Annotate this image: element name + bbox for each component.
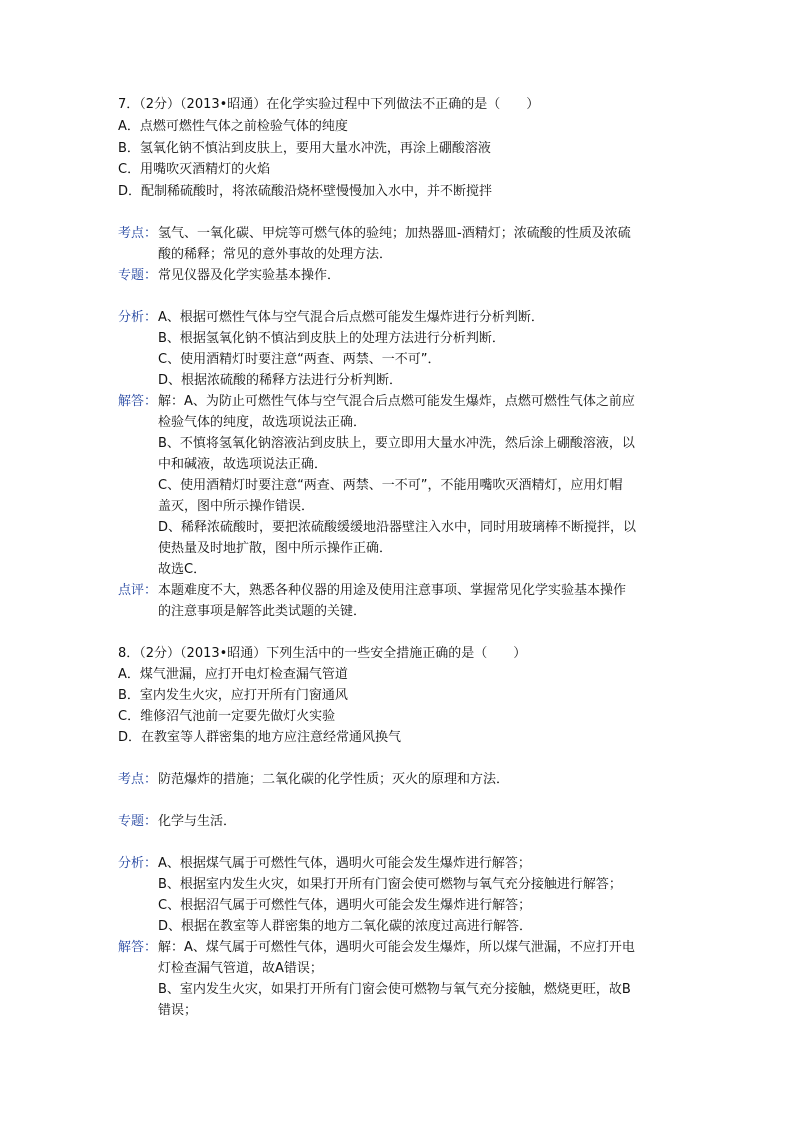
q7-kaodian-line: 氢气、一氧化碳、甲烷等可燃气体的验纯；加热器皿-酒精灯；浓硫酸的性质及浓硫 [158, 226, 631, 241]
q7-jieda-line: 故选C． [158, 562, 207, 577]
q7-jieda-line: D、稀释浓硫酸时，要把浓硫酸缓缓地沿器壁注入水中，同时用玻璃棒不断搅拌，以 [158, 520, 637, 535]
q7-jieda-line: 中和碱液，故选项说法正确． [158, 457, 328, 472]
q8-fenxi-line: B、根据室内发生火灾，如果打开所有门窗会使可燃物与氧气充分接触进行解答； [158, 877, 622, 892]
q8-jieda-label: 解答： [118, 940, 158, 955]
q7-option-b: B．氢氧化钠不慎沾到皮肤上，要用大量水冲洗，再涂上硼酸溶液 [118, 141, 491, 156]
q7-jieda-line: 解：A、为防止可燃性气体与空气混合后点燃可能发生爆炸，点燃可燃性气体之前应 [158, 394, 635, 409]
q8-option-a: A．煤气泄漏，应打开电灯检查漏气管道 [118, 667, 348, 682]
q7-jieda-line: C、使用酒精灯时要注意“两查、两禁、一不可”，不能用嘴吹灭酒精灯，应用灯帽 [158, 478, 623, 493]
q8-jieda-line: 错误； [158, 1003, 198, 1018]
q7-option-c: C．用嘴吹灭酒精灯的火焰 [118, 162, 271, 177]
q7-fenxi-line: A、根据可燃性气体与空气混合后点燃可能发生爆炸进行分析判断． [158, 310, 544, 325]
q8-kaodian-label: 考点： [118, 772, 158, 787]
q7-zhuanti-label: 专题： [118, 268, 158, 283]
q7-jieda-line: 盖灭，图中所示操作错误． [158, 499, 315, 514]
q8-zhuanti-label: 专题： [118, 814, 158, 829]
q7-kaodian-label: 考点： [118, 226, 158, 241]
q7-jieda-label: 解答： [118, 394, 158, 409]
q8-stem: 8．（2分）（2013•昭通）下列生活中的一些安全措施正确的是（ ） [118, 646, 527, 661]
q7-jieda-line: 检验气体的纯度，故选项说法正确． [158, 415, 367, 430]
q7-dianping-line: 的注意事项是解答此类试题的关键． [158, 604, 367, 619]
q8-option-c: C．维修沼气池前一定要先做灯火实验 [118, 709, 336, 724]
q7-dianping-label: 点评： [118, 583, 158, 598]
q7-zhuanti-text: 常见仪器及化学实验基本操作． [158, 268, 341, 283]
q8-fenxi-label: 分析： [118, 856, 158, 871]
q7-option-a: A．点燃可燃性气体之前检验气体的纯度 [118, 119, 348, 134]
q7-fenxi-label: 分析： [118, 310, 158, 325]
q8-kaodian-text: 防范爆炸的措施；二氧化碳的化学性质；灭火的原理和方法． [158, 772, 510, 787]
q7-dianping-line: 本题难度不大，熟悉各种仪器的用途及使用注意事项、掌握常见化学实验基本操作 [158, 583, 627, 598]
q7-fenxi-line: D、根据浓硫酸的稀释方法进行分析判断． [158, 373, 403, 388]
q8-fenxi-line: C、根据沼气属于可燃性气体，遇明火可能会发生爆炸进行解答； [158, 898, 532, 913]
q8-fenxi-line: D、根据在教室等人群密集的地方二氧化碳的浓度过高进行解答． [158, 919, 533, 934]
q7-option-d: D．配制稀硫酸时，将浓硫酸沿烧杯壁慢慢加入水中，并不断搅拌 [118, 184, 493, 199]
q8-zhuanti-text: 化学与生活． [158, 814, 237, 829]
q7-kaodian-line: 酸的稀释；常见的意外事故的处理方法． [158, 247, 393, 262]
q7-fenxi-line: B、根据氢氧化钠不慎沾到皮肤上的处理方法进行分析判断． [158, 331, 505, 346]
q8-jieda-line: B、室内发生火灾，如果打开所有门窗会使可燃物与氧气充分接触，燃烧更旺，故B [158, 982, 631, 997]
q7-jieda-line: B、不慎将氢氧化钠溶液沾到皮肤上，要立即用大量水冲洗，然后涂上硼酸溶液，以 [158, 436, 635, 451]
q8-option-d: D．在教室等人群密集的地方应注意经常通风换气 [118, 730, 402, 745]
q7-fenxi-line: C、使用酒精灯时要注意“两查、两禁、一不可”． [158, 352, 441, 367]
q8-jieda-line: 解：A、煤气属于可燃性气体，遇明火可能会发生爆炸，所以煤气泄漏，不应打开电 [158, 940, 635, 955]
q8-jieda-line: 灯检查漏气管道，故A错误； [158, 961, 323, 976]
q8-option-b: B．室内发生火灾，应打开所有门窗通风 [118, 688, 348, 703]
q8-fenxi-line: A、根据煤气属于可燃性气体，遇明火可能会发生爆炸进行解答； [158, 856, 531, 871]
q7-stem: 7．（2分）（2013•昭通）在化学实验过程中下列做法不正确的是（ ） [118, 97, 540, 112]
q7-jieda-line: 使热量及时地扩散，图中所示操作正确． [158, 541, 393, 556]
